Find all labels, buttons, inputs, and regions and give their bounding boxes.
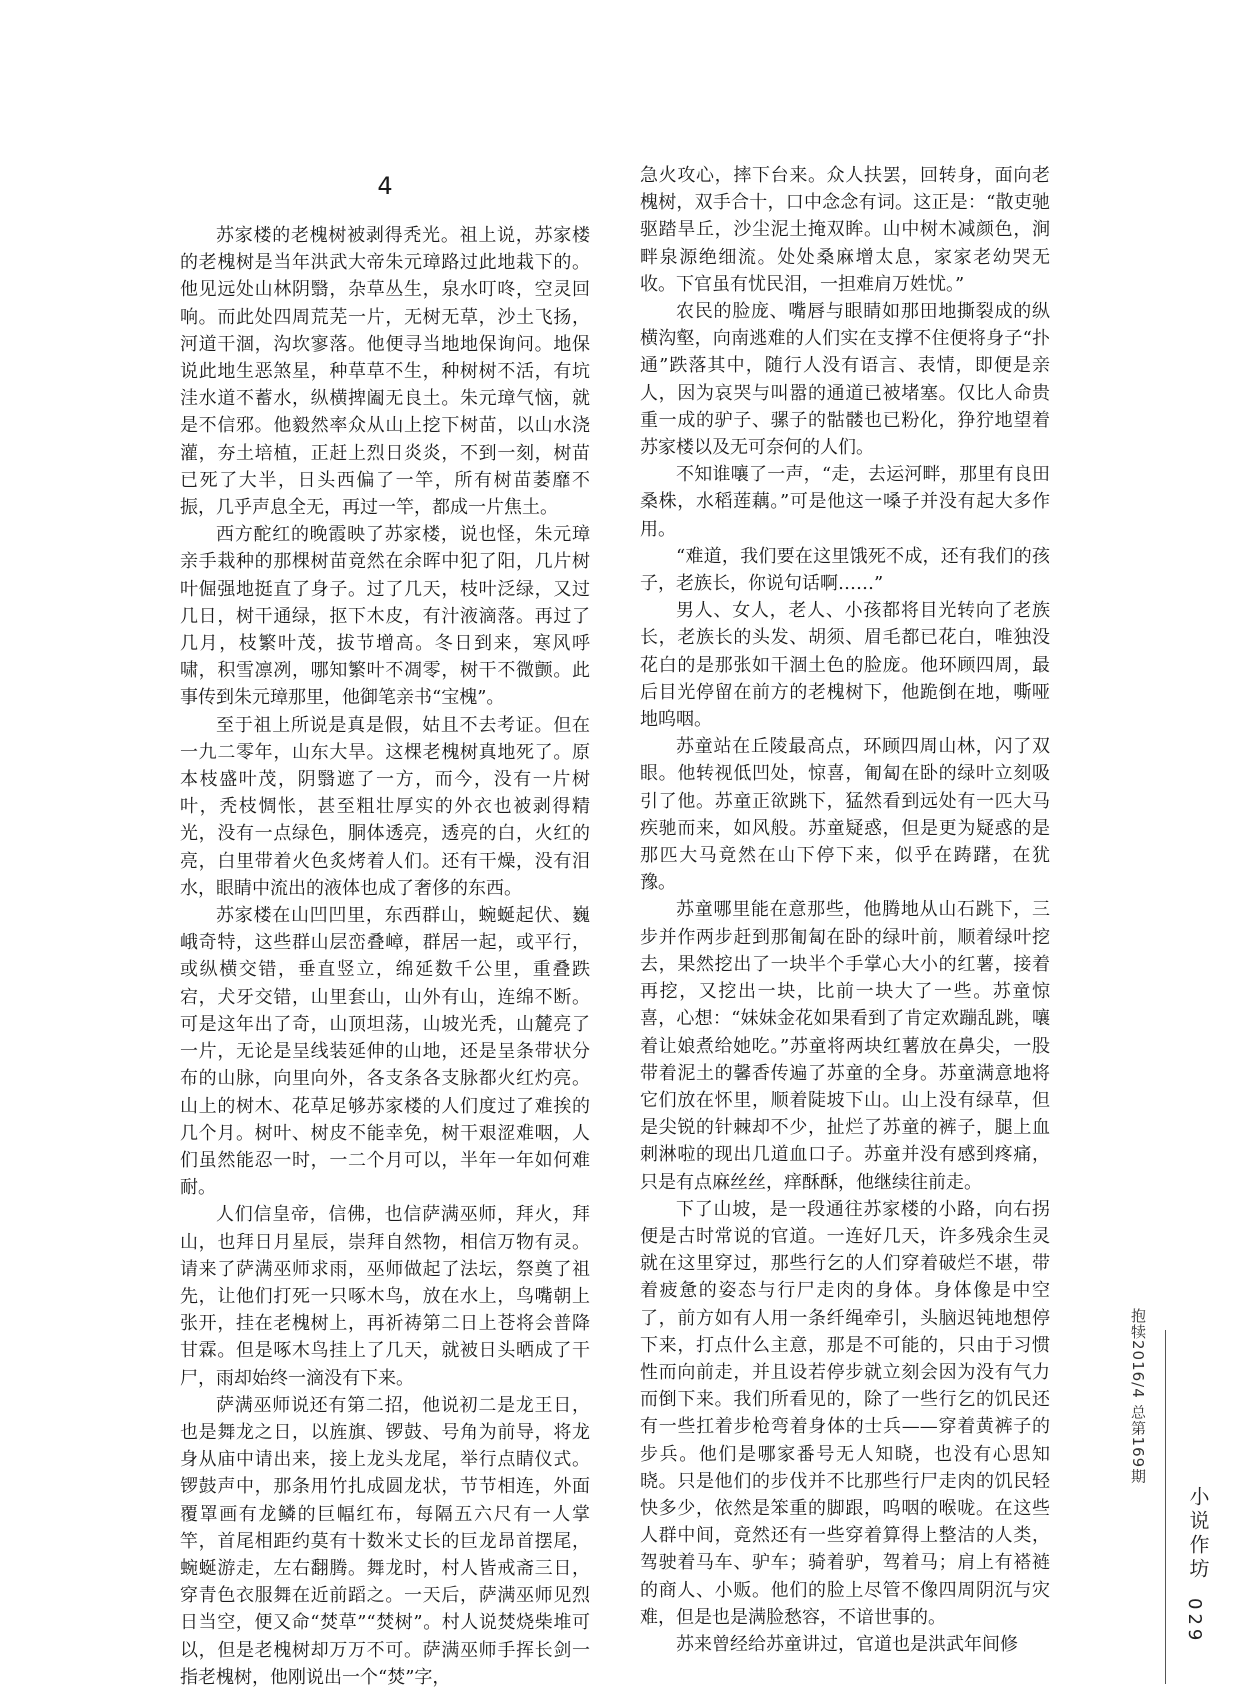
article-paragraph: 农民的脸庞、嘴唇与眼睛如那田地撕裂成的纵横沟壑，向南逃难的人们实在支撑不住便将身子“扑通”跌落其中，随行人没有语言、表情，即便是亲人，因为哀哭与叫嚣的通道已被堵塞。仅比人命贵重一成的驴子、骡子的骷髅也已粉化，狰狞地望着苏家楼以及无可奈何的人们。 — [640, 301, 1050, 459]
issue-info: 抱犊2016/4 总第169期 — [1129, 1308, 1147, 1485]
article-paragraph: 西方酡红的晚霞映了苏家楼，说也怪，朱元璋亲手栽种的那棵树苗竟然在余晖中犯了阳，几片树叶倔强地挺直了身子。过了几天，枝叶泛绿，又过几日，树干通绿，抠下木皮，有汁液滴落。再过了几月，枝繁叶茂，拔节增高。冬日到来，寒风呼啸，积雪凛冽，哪知繁叶不凋零，树干不微颤。此事传到朱元璋那里，他御笔亲书“宝槐”。 — [180, 524, 590, 709]
article-column-right — [640, 162, 1050, 1658]
section-number: 4 — [377, 172, 393, 200]
article-paragraph: 苏家楼的老槐树被剥得秃光。祖上说，苏家楼的老槐树是当年洪武大帝朱元璋路过此地栽下的。他见远处山林阴翳，杂草丛生，泉水叮咚，空灵回响。而此处四周荒芜一片，无树无草，沙土飞扬，河道干涸，沟坎寥落。他便寻当地地保询问。地保说此地生恶煞星，种草草不生，种树树不活，有坑洼水道不蓄水，纵横捭阖无良土。朱元璋气恼，就是不信邪。他毅然率众从山上挖下树苗，以山水浇灌，夯土培植，正赶上烈日炎炎，不到一刻，树苗已死了大半，日头西偏了一竿，所有树苗萎靡不振，几乎声息全无，再过一竿，都成一片焦土。 — [180, 225, 590, 519]
article-paragraph-continued: 急火攻心，摔下台来。众人扶罢，回转身，面向老槐树，双手合十，口中念念有词。这正是：“散吏驰驱踏旱丘，沙尘泥土掩双眸。山中树木减颜色，涧畔泉源绝细流。处处桑麻增太息，家家老幼哭无收。下官虽有忧民泪，一担难肩万姓忧。” — [640, 165, 1050, 295]
article-paragraph: 苏来曾经给苏童讲过，官道也是洪武年间修 — [676, 1633, 1018, 1655]
article-paragraph: 男人、女人，老人、小孩都将目光转向了老族长，老族长的头发、胡须、眉毛都已花白，唯独没花白的是那张如干涸土色的脸庞。他环顾四周，最后目光停留在前方的老槐树下，他跪倒在地，嘶哑地呜咽。 — [640, 600, 1050, 731]
article-paragraph: 不知谁嚷了一声，“走，去运河畔，那里有良田桑株，水稻莲藕。”可是他这一嗓子并没有起大多作用。 — [640, 464, 1050, 540]
article-paragraph: 萨满巫师说还有第二招，他说初二是龙王日，也是舞龙之日，以旌旗、锣鼓、号角为前导，将龙身从庙中请出来，接上龙头龙尾，举行点睛仪式。锣鼓声中，那条用竹扎成圆龙状，节节相连，外面覆罩画有龙鳞的巨幅红布，每隔五六尺有一人掌竿，首尾相距约莫有十数米丈长的巨龙昂首摆尾，蜿蜒游走，左右翻腾。舞龙时，村人皆戒斋三日，穿青色衣服舞在近前蹈之。一天后，萨满巫师见烈日当空，便又命“焚草”“焚树”。村人说焚烧柴堆可以，但是老槐树却万万不可。萨满巫师手挥长剑一指老槐树，他刚说出一个“焚”字， — [180, 1394, 590, 1688]
page-number: 029 — [1184, 1598, 1205, 1645]
article-paragraph: 苏童哪里能在意那些，他腾地从山石跳下，三步并作两步赶到那匍匐在卧的绿叶前，顺着绿叶挖去，果然挖出了一块半个手掌心大小的红薯，接着再挖，又挖出一块，比前一块大了一些。苏童惊喜，心想：“妹妹金花如果看到了肯定欢蹦乱跳，嚷着让娘煮给她吃。”苏童将两块红薯放在鼻尖，一股带着泥土的馨香传遍了苏童的全身。苏童满意地将它们放在怀里，顺着陡坡下山。山上没有绿草，但是尖锐的针棘却不少，扯烂了苏童的裤子，腿上血刺淋啦的现出几道血口子。苏童并没有感到疼痛，只是有点麻丝丝，痒酥酥，他继续往前走。 — [640, 899, 1050, 1193]
article-paragraph: 下了山坡，是一段通往苏家楼的小路，向右拐便是古时常说的官道。一连好几天，许多残余生灵就在这里穿过，那些行乞的人们穿着破烂不堪，带着疲惫的姿态与行尸走肉的身体。身体像是中空了，前方如有人用一条纤绳牵引，头脑迟钝地想停下来，打点什么主意，那是不可能的，只由于习惯性而向前走，并且设若停步就立刻会因为没有气力而倒下来。我们所看见的，除了一些行乞的饥民还有一些扛着步枪弯着身体的士兵——穿着黄裤子的步兵。他们是哪家番号无人知晓，也没有心思知晓。只是他们的步伐并不比那些行尸走肉的饥民轻快多少，依然是笨重的脚跟，呜咽的喉咙。在这些人群中间，竟然还有一些穿着算得上整洁的人类，驾驶着马车、驴车；骑着驴，驾着马；肩上有褡裢的商人、小贩。他们的脸上尽管不像四周阴沉与灾难，但是也是满脸愁容，不谙世事的。 — [640, 1198, 1050, 1628]
article-paragraph: 苏家楼在山凹凹里，东西群山，蜿蜒起伏、巍峨奇特，这些群山层峦叠嶂，群居一起，或平行，或纵横交错，垂直竖立，绵延数千公里，重叠跌宕，犬牙交错，山里套山，山外有山，连绵不断。可是这年出了奇，山顶坦荡，山坡光秃，山麓亮了一片，无论是呈线装延伸的山地，还是呈条带状分布的山脉，向里向外，各支条各支脉都火红灼亮。山上的树木、花草足够苏家楼的人们度过了难挨的几个月。树叶、树皮不能幸免，树干艰涩难咽，人们虽然能忍一时，一二个月可以，半年一年如何难耐。 — [180, 905, 590, 1199]
folio-divider — [1165, 1330, 1166, 1684]
article-paragraph: 苏童站在丘陵最高点，环顾四周山林，闪了双眼。他转视低凹处，惊喜，匍匐在卧的绿叶立刻吸引了他。苏童正欲跳下，猛然看到远处有一匹大马疾驰而来，如风般。苏童疑惑，但是更为疑惑的是那匹大马竟然在山下停下来，似乎在踌躇，在犹豫。 — [640, 736, 1050, 894]
article-paragraph: 至于祖上所说是真是假，姑且不去考证。但在一九二零年，山东大旱。这棵老槐树真地死了。原本枝盛叶茂，阴翳遮了一方，而今，没有一片树叶，秃枝惆怅，甚至粗壮厚实的外衣也被剥得精光，没有一点绿色，胴体透亮，透亮的白，火红的亮，白里带着火色炙烤着人们。还有干燥，没有泪水，眼睛中流出的液体也成了奢侈的东西。 — [180, 714, 590, 899]
article-paragraph: “难道，我们要在这里饿死不成，还有我们的孩子，老族长，你说句话啊……” — [640, 545, 1050, 595]
article-column-left — [180, 160, 590, 1691]
article-paragraph: 人们信皇帝，信佛，也信萨满巫师，拜火，拜山，也拜日月星辰，崇拜自然物，相信万物有灵。请来了萨满巫师求雨，巫师做起了法坛，祭奠了祖先，让他们打死一只啄木鸟，放在水上，鸟嘴朝上张开，挂在老槐树上，再祈祷第二日上苍将会普降甘霖。但是啄木鸟挂上了几天，就被日头晒成了干尸，雨却始终一滴没有下来。 — [180, 1204, 590, 1389]
magazine-section-title: 小说作坊 — [1186, 1486, 1210, 1582]
